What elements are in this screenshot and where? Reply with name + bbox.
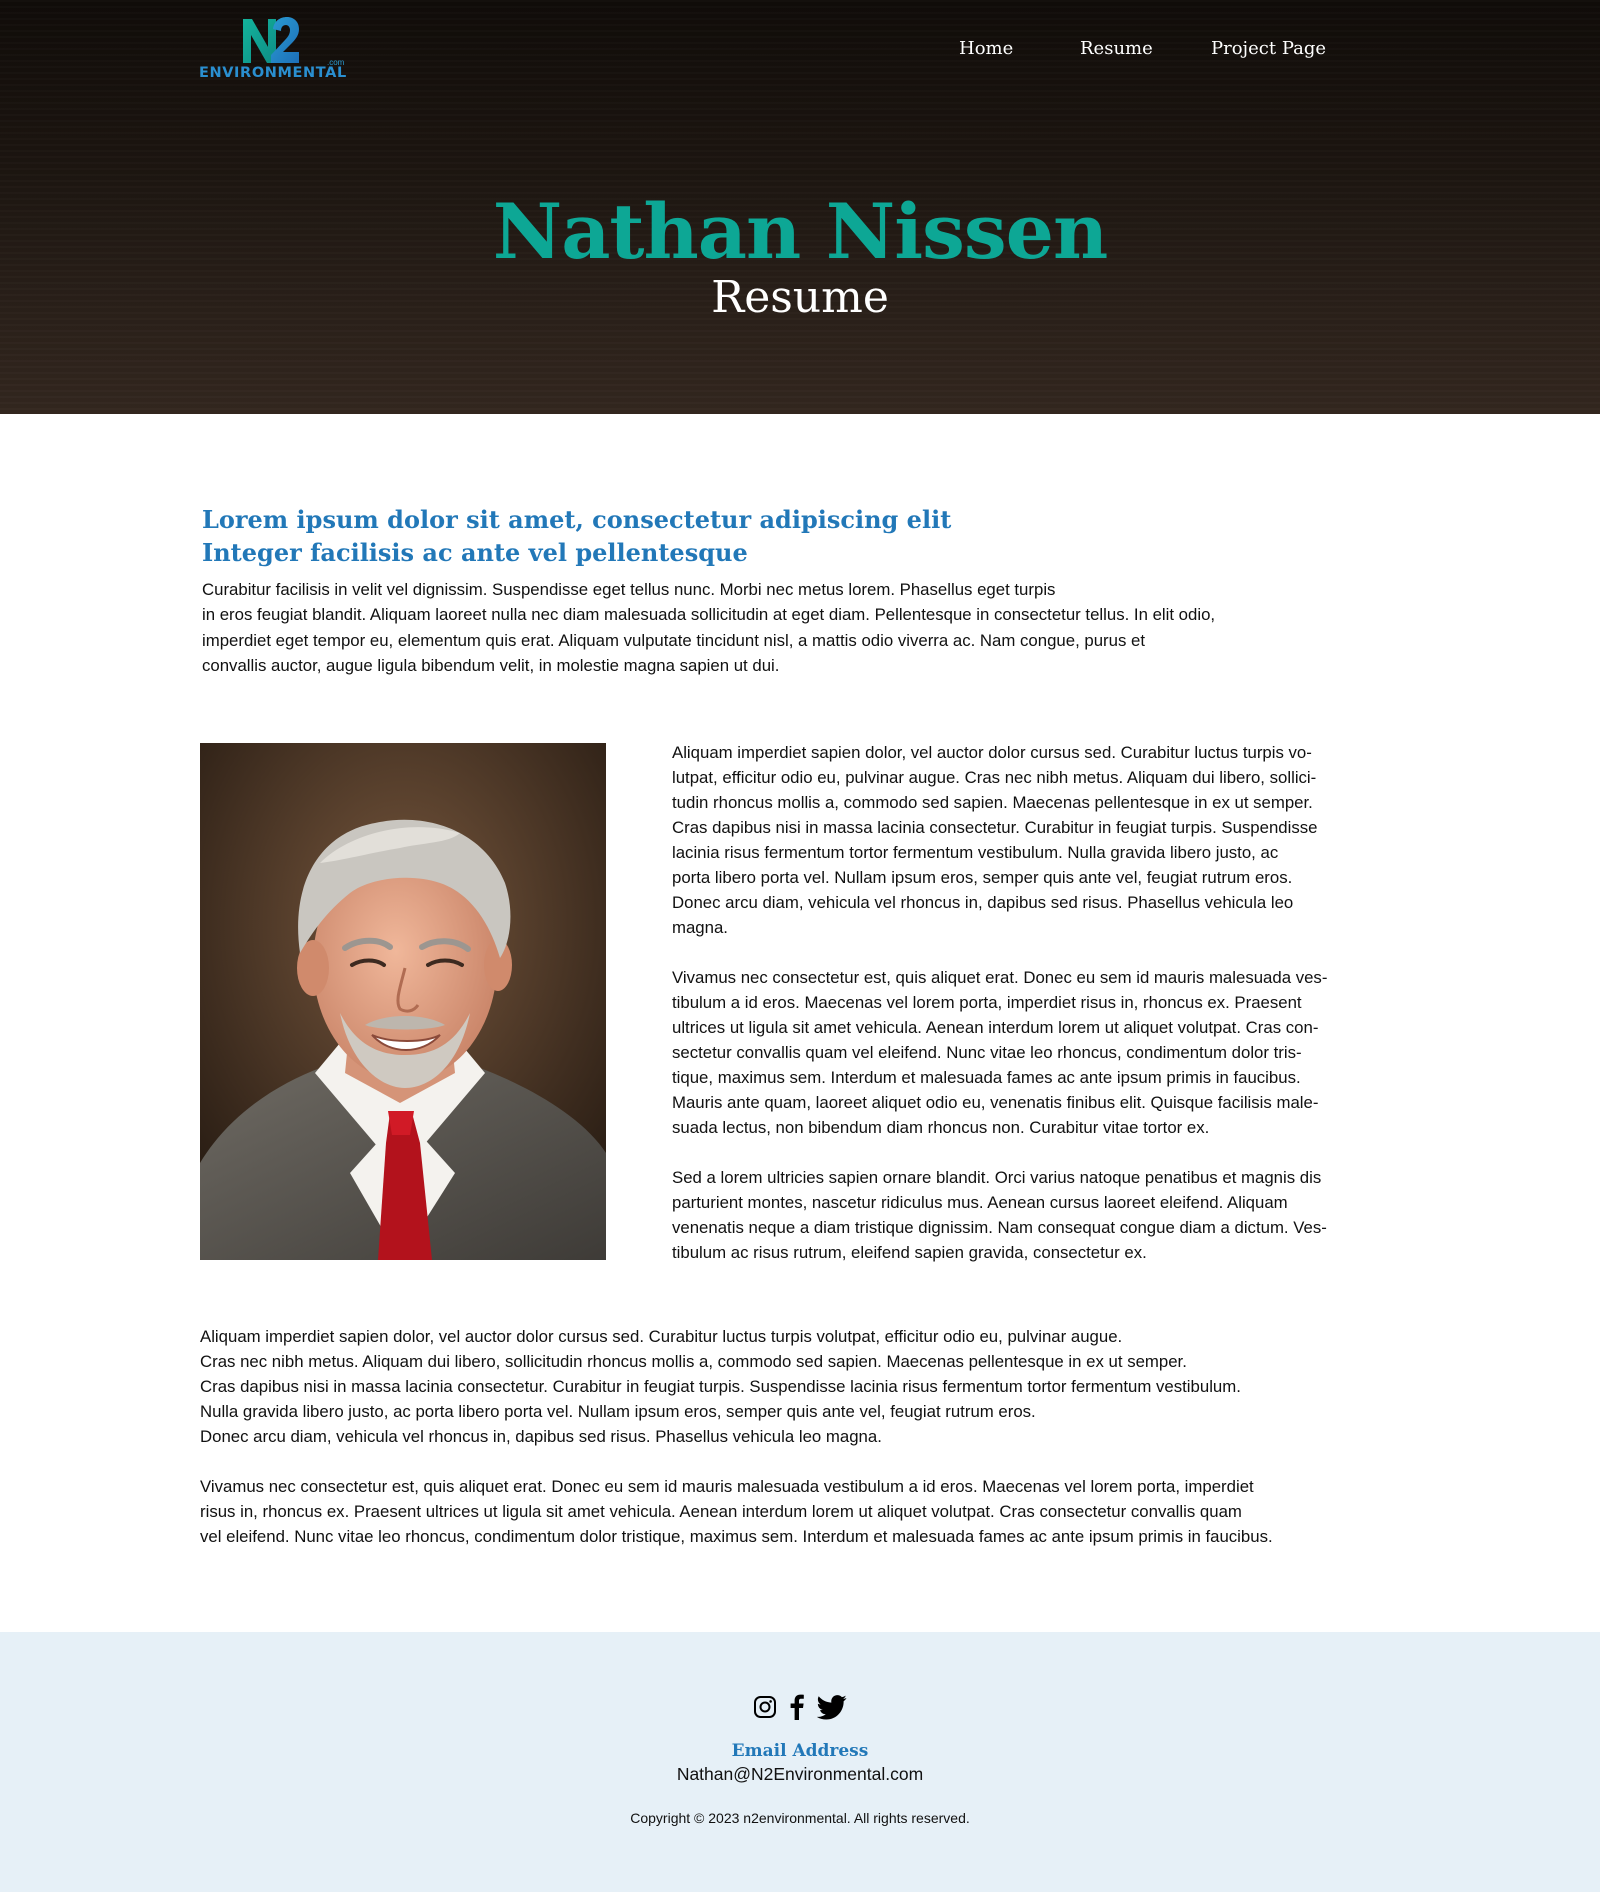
bio-line: Aliquam imperdiet sapien dolor, vel auctor dolor cursus sed. Curabitur luctus turpis vo- (672, 743, 1312, 762)
bio-line: ultrices ut ligula sit amet vehicula. Aenean interdum lorem ut aliquet volutpat. Cras con- (672, 1018, 1319, 1037)
bio-line: sectetur convallis quam vel eleifend. Nunc vitae leo rhoncus, condimentum dolor tris- (672, 1043, 1302, 1062)
bio-section (672, 740, 1362, 1290)
intro-line: imperdiet eget tempor eu, elementum quis erat. Aliquam vulputate tincidunt nisl, a mattis odio viverra ac. Nam congue, purus et (202, 630, 1146, 650)
bio-line: tibulum a id eros. Maecenas vel lorem porta, imperdiet risus in, rhoncus ex. Praesent (672, 993, 1302, 1012)
bio-paragraph-3 (672, 1165, 1362, 1265)
nav-link-project-page[interactable]: Project Page (1211, 38, 1327, 59)
intro-heading-line-1: Lorem ipsum dolor sit amet, consectetur adipiscing elit (202, 505, 952, 534)
extra-line: Vivamus nec consectetur est, quis aliquet erat. Donec eu sem id mauris malesuada vestibulum a id eros. Maecenas vel lorem porta, imperdiet (200, 1477, 1254, 1496)
bio-line: parturient montes, nascetur ridiculus mus. Aenean cursus laoreet eleifend. Aliquam (672, 1193, 1288, 1212)
extra-line: Cras nec nibh metus. Aliquam dui libero, sollicitudin rhoncus mollis a, commodo sed sapien. Maecenas pellentesque in ex ut semper. (200, 1352, 1187, 1371)
bio-line: Vivamus nec consectetur est, quis aliquet erat. Donec eu sem id mauris malesuada ves- (672, 968, 1328, 987)
bio-paragraph-2 (672, 965, 1362, 1140)
bio-line: lutpat, efficitur odio eu, pulvinar augue. Cras nec nibh metus. Aliquam dui libero, sollici- (672, 768, 1317, 787)
intro-section (202, 503, 1402, 679)
extra-line: vel eleifend. Nunc vitae leo rhoncus, condimentum dolor tristique, maximus sem. Interdum et malesuada fames ac ante ipsum primis in faucibus. (200, 1527, 1273, 1546)
extra-line: Donec arcu diam, vehicula vel rhoncus in, dapibus sed risus. Phasellus vehicula leo magna. (200, 1427, 882, 1446)
intro-heading-line-2: Integer facilisis ac ante vel pellentesque (202, 538, 748, 567)
instagram-icon[interactable] (753, 1695, 777, 1724)
bio-paragraph-1 (672, 740, 1362, 940)
logo-wordmark: ENVIRONMENTAL (199, 65, 347, 81)
intro-paragraph (202, 577, 1402, 679)
twitter-icon[interactable] (817, 1695, 847, 1725)
bio-line: lacinia risus fermentum tortor fermentum vestibulum. Nulla gravida libero justo, ac (672, 843, 1279, 862)
profile-photo (200, 743, 606, 1260)
bio-line: Donec arcu diam, vehicula vel rhoncus in, dapibus sed risus. Phasellus vehicula leo (672, 893, 1294, 912)
top-navigation (0, 38, 1600, 64)
bio-line: suada lectus, non bibendum diam rhoncus non. Curabitur vitae tortor ex. (672, 1118, 1210, 1137)
logo-dotcom-suffix: .com (327, 58, 345, 67)
bio-line: tibulum ac risus rutrum, eleifend sapien gravida, consectetur ex. (672, 1243, 1147, 1262)
extra-line: risus in, rhoncus ex. Praesent ultrices ut ligula sit amet vehicula. Aenean interdum lorem ut aliquet volutpat. Cras consectetur convallis quam (200, 1502, 1242, 1521)
page-title-name: Nathan Nissen (492, 187, 1108, 276)
bio-line: Sed a lorem ultricies sapien ornare blandit. Orci varius natoque penatibus et magnis dis (672, 1168, 1322, 1187)
nav-link-home[interactable]: Home (959, 38, 1014, 59)
extra-line: Nulla gravida libero justo, ac porta libero porta vel. Nullam ipsum eros, semper quis ante vel, feugiat rutrum eros. (200, 1402, 1036, 1421)
page-subtitle: Resume (711, 272, 889, 323)
facebook-icon[interactable] (789, 1694, 805, 1725)
copyright-text: Copyright © 2023 n2environmental. All rights reserved. (630, 1810, 970, 1826)
bio-line: magna. (672, 918, 728, 937)
additional-info-section (200, 1324, 1400, 1574)
intro-line: in eros feugiat blandit. Aliquam laoreet nulla nec diam malesuada sollicitudin at eget diam. Pellentesque in consectetur tellus. In elit odio, (202, 605, 1216, 625)
bio-line: Mauris ante quam, laoreet aliquet odio eu, venenatis finibus elit. Quisque facilisis male- (672, 1093, 1319, 1112)
email-label: Email Address (731, 1741, 869, 1761)
intro-line: Curabitur facilisis in velit vel dignissim. Suspendisse eget tellus nunc. Morbi nec metus lorem. Phasellus eget turpis (202, 580, 1056, 599)
hero-header (0, 0, 1600, 414)
intro-line: convallis auctor, augue ligula bibendum velit, in molestie magna sapien ut dui. (202, 656, 780, 676)
intro-heading (202, 503, 1402, 569)
extra-line: Cras dapibus nisi in massa lacinia consectetur. Curabitur in feugiat turpis. Suspendisse lacinia risus fermentum tortor fermentum vestibulum. (200, 1377, 1241, 1396)
social-links (0, 1694, 1600, 1724)
nav-link-resume[interactable]: Resume (1080, 38, 1153, 59)
bio-line: venenatis neque a diam tristique dignissim. Nam consequat congue diam a dictum. Ves- (672, 1218, 1327, 1237)
bio-line: porta libero porta vel. Nullam ipsum eros, semper quis ante vel, feugiat rutrum eros. (672, 868, 1293, 887)
extra-paragraph-1 (200, 1324, 1400, 1449)
bio-line: tique, maximus sem. Interdum et malesuada fames ac ante ipsum primis in faucibus. (672, 1068, 1301, 1087)
portrait-illustration (200, 743, 606, 1260)
page-footer (0, 1632, 1600, 1892)
bio-line: Cras dapibus nisi in massa lacinia consectetur. Curabitur in feugiat turpis. Suspendisse (672, 818, 1318, 837)
extra-line: Aliquam imperdiet sapien dolor, vel auctor dolor cursus sed. Curabitur luctus turpis volutpat, efficitur odio eu, pulvinar augue. (200, 1327, 1123, 1346)
extra-paragraph-2 (200, 1474, 1400, 1549)
bio-line: tudin rhoncus mollis a, commodo sed sapien. Maecenas pellentesque in ex ut semper. (672, 793, 1313, 812)
email-address-link[interactable]: Nathan@N2Environmental.com (676, 1764, 924, 1784)
